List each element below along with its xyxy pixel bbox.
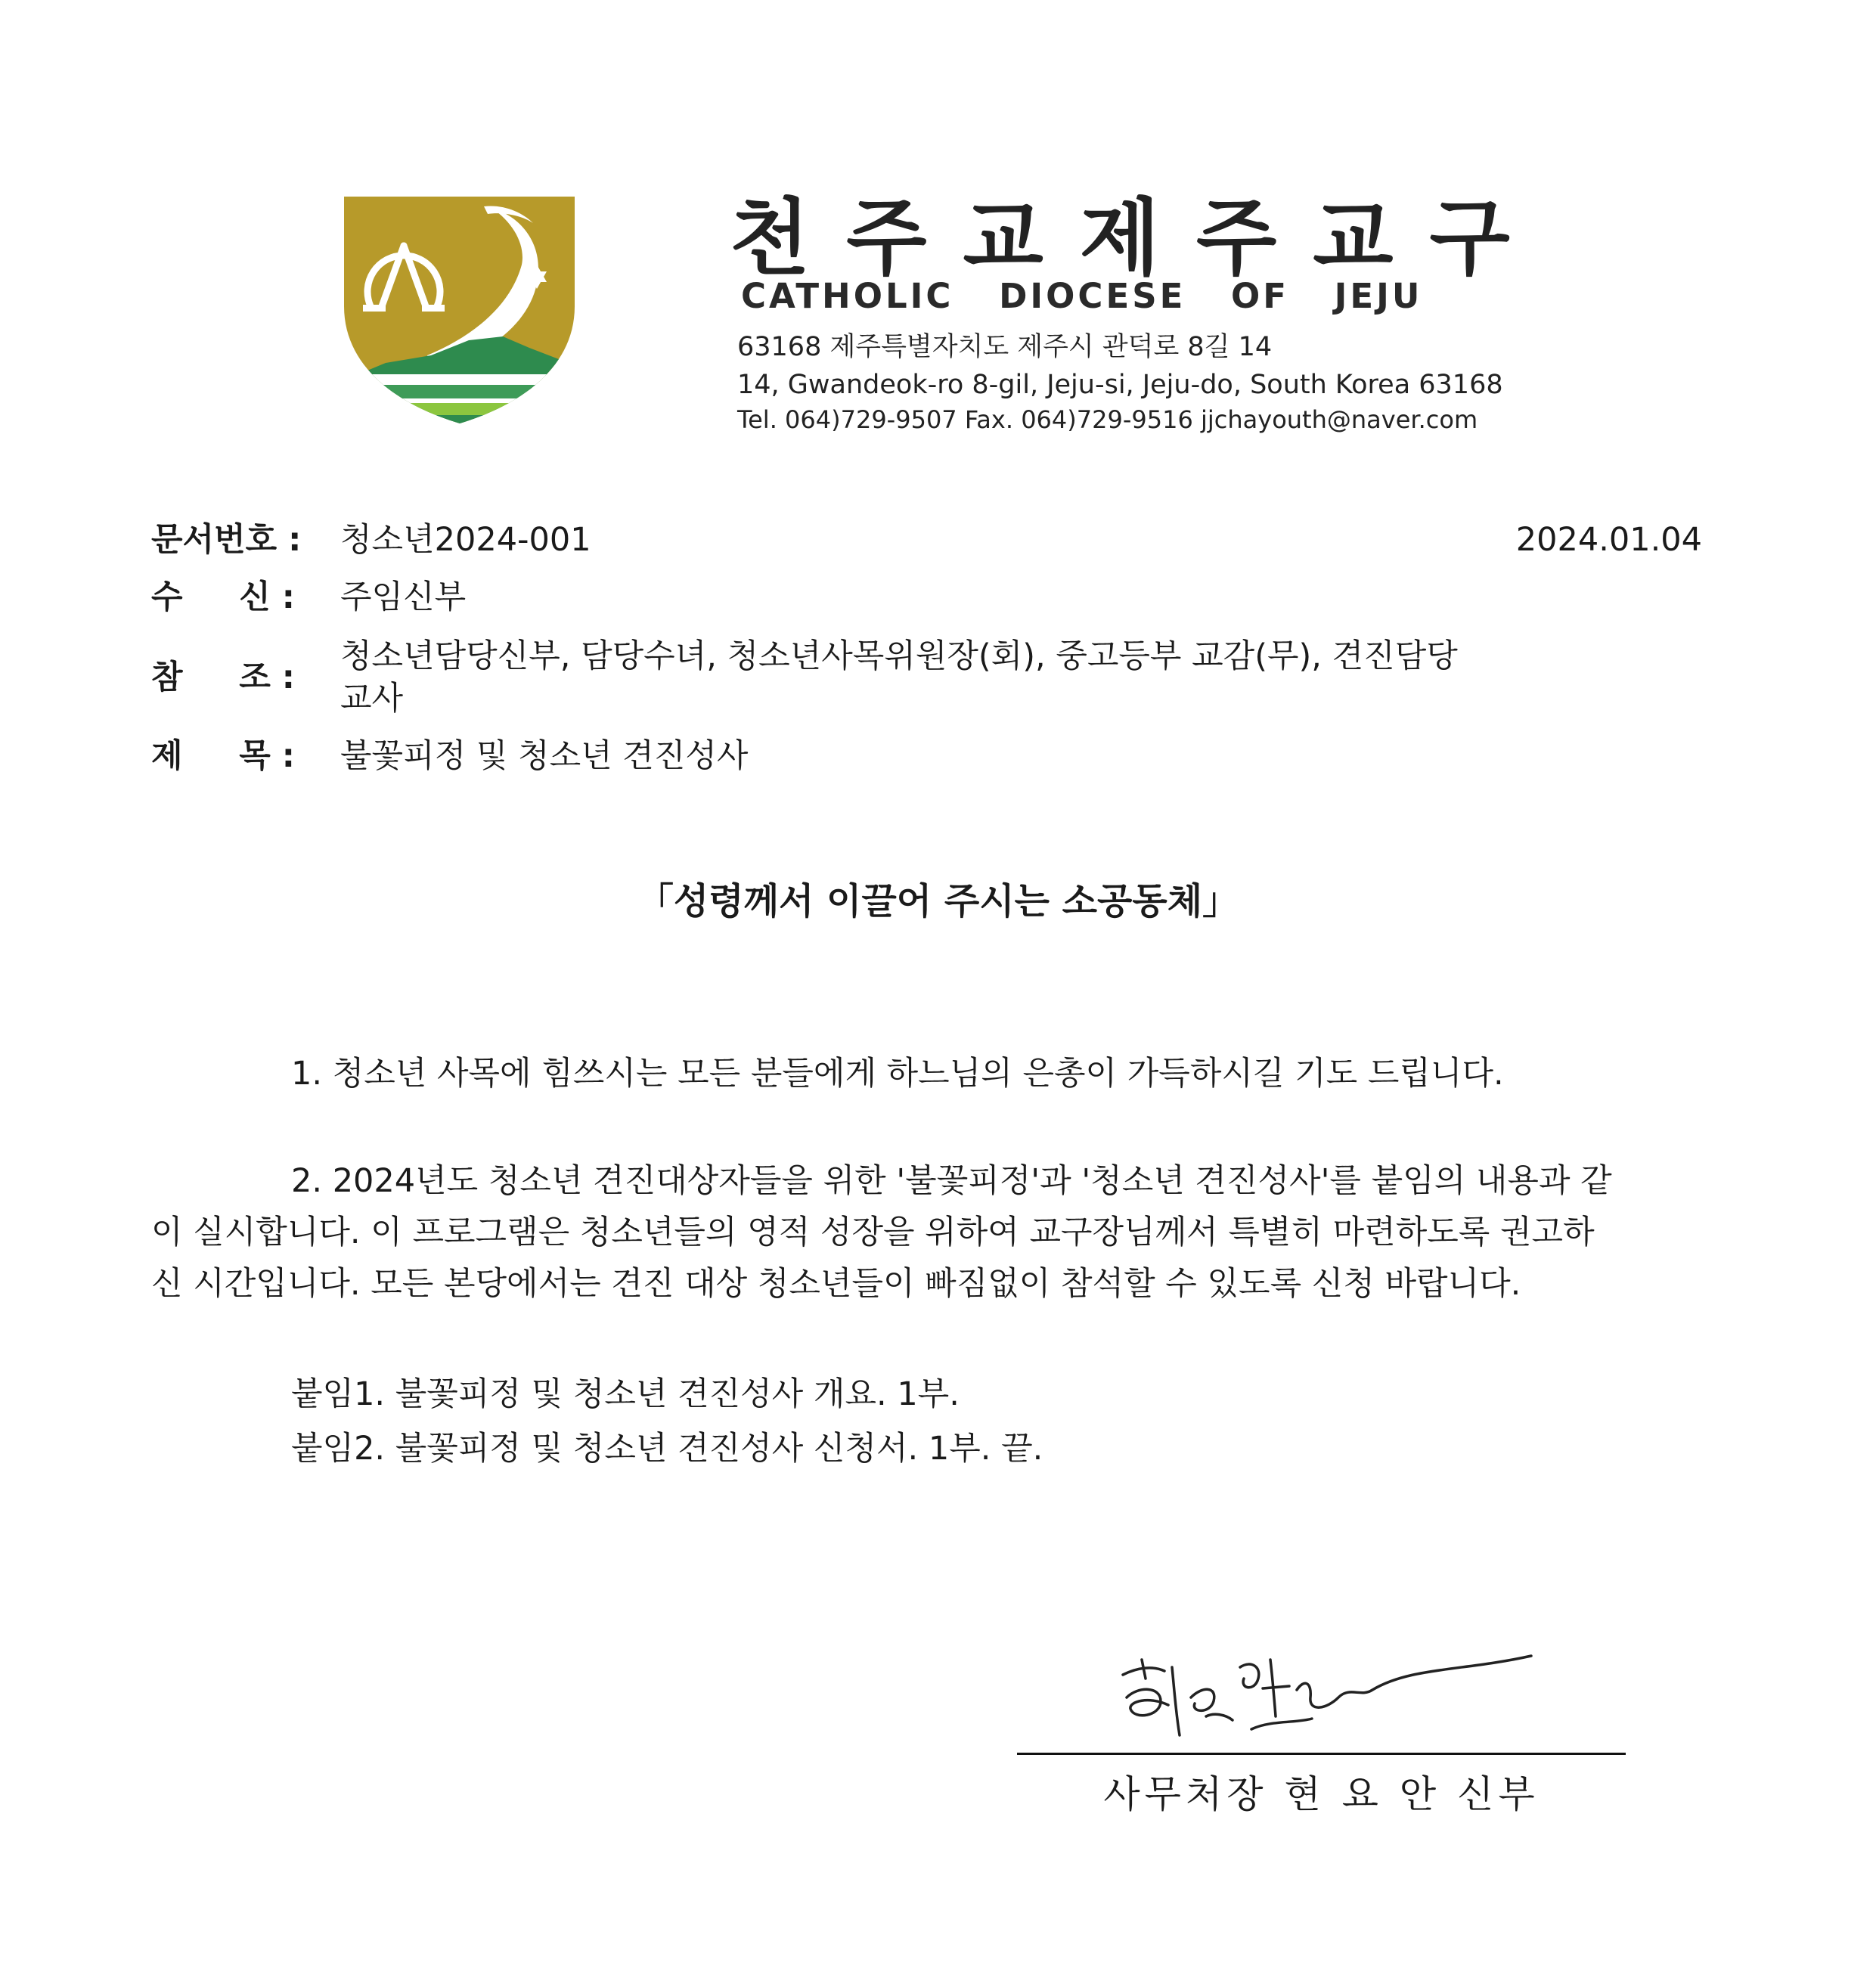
subject-value: 불꽃피정 및 청소년 견진성사: [340, 737, 749, 775]
recipient-label-part1: 수: [151, 578, 183, 616]
paragraph-1: 1. 청소년 사목에 힘쓰시는 모든 분들에게 하느님의 은총이 가득하시길 기도 드립니다.: [291, 1055, 1504, 1093]
reference-label-part1: 참: [151, 659, 183, 696]
diocese-emblem-icon: [340, 193, 578, 427]
subject-label-part2: 목 :: [239, 737, 295, 775]
reference-label: [151, 656, 314, 699]
doc-number-value: 청소년2024-001: [340, 521, 591, 559]
reference-value: 청소년담당신부, 담당수녀, 청소년사목위원장(회), 중고등부 교감(무), 견진담당 교사: [340, 637, 1458, 718]
subject-label-part1: 제: [151, 737, 183, 775]
paragraph-2: [151, 1160, 1694, 1314]
reference-label-part2: 조 :: [239, 659, 295, 696]
subject-label: [151, 735, 314, 777]
org-name-english: CATHOLIC DIOCESE OF JEJU: [741, 276, 1423, 316]
address-korean: 63168 제주특별자치도 제주시 관덕로 8길 14: [737, 332, 1273, 362]
document-date: 2024.01.04: [1515, 521, 1702, 559]
theme-title: 「성령께서 이끌어 주시는 소공동체」: [637, 880, 1239, 922]
attachment-1: 붙임1. 불꽃피정 및 청소년 견진성사 개요. 1부.: [291, 1375, 960, 1413]
signature-line: [1017, 1753, 1626, 1755]
recipient-label: [151, 576, 314, 618]
contact-info: Tel. 064)729-9507 Fax. 064)729-9516 jjchayouth@naver.com: [737, 405, 1478, 434]
org-name-korean: 천주교제주교구: [730, 190, 1546, 287]
address-english: 14, Gwandeok-ro 8-gil, Jeju-si, Jeju-do, South Korea 63168: [737, 370, 1503, 400]
paragraph-2-line-3: 신 시간입니다. 모든 본당에서는 견진 대상 청소년들이 빠짐없이 참석할 수 있도록 신청 바랍니다.: [151, 1265, 1521, 1303]
attachment-2: 붙임2. 불꽃피정 및 청소년 견진성사 신청서. 1부. 끝.: [291, 1430, 1043, 1468]
signature-icon: [1108, 1645, 1539, 1750]
paragraph-2-line-1: 2. 2024년도 청소년 견진대상자들을 위한 '불꽃피정'과 '청소년 견진성사'를 붙임의 내용과 같: [291, 1162, 1612, 1200]
handwritten-signature: [1108, 1645, 1539, 1750]
paragraph-2-line-2: 이 실시합니다. 이 프로그램은 청소년들의 영적 성장을 위하여 교구장님께서 특별히 마련하도록 권고하: [151, 1214, 1595, 1251]
recipient-value: 주임신부: [340, 578, 467, 616]
doc-number-label: 문서번호 :: [151, 521, 302, 559]
diocese-logo: [340, 193, 578, 427]
recipient-label-part2: 신 :: [239, 578, 295, 616]
signer-name: 사무처장 현 요 안 신부: [1103, 1772, 1540, 1816]
